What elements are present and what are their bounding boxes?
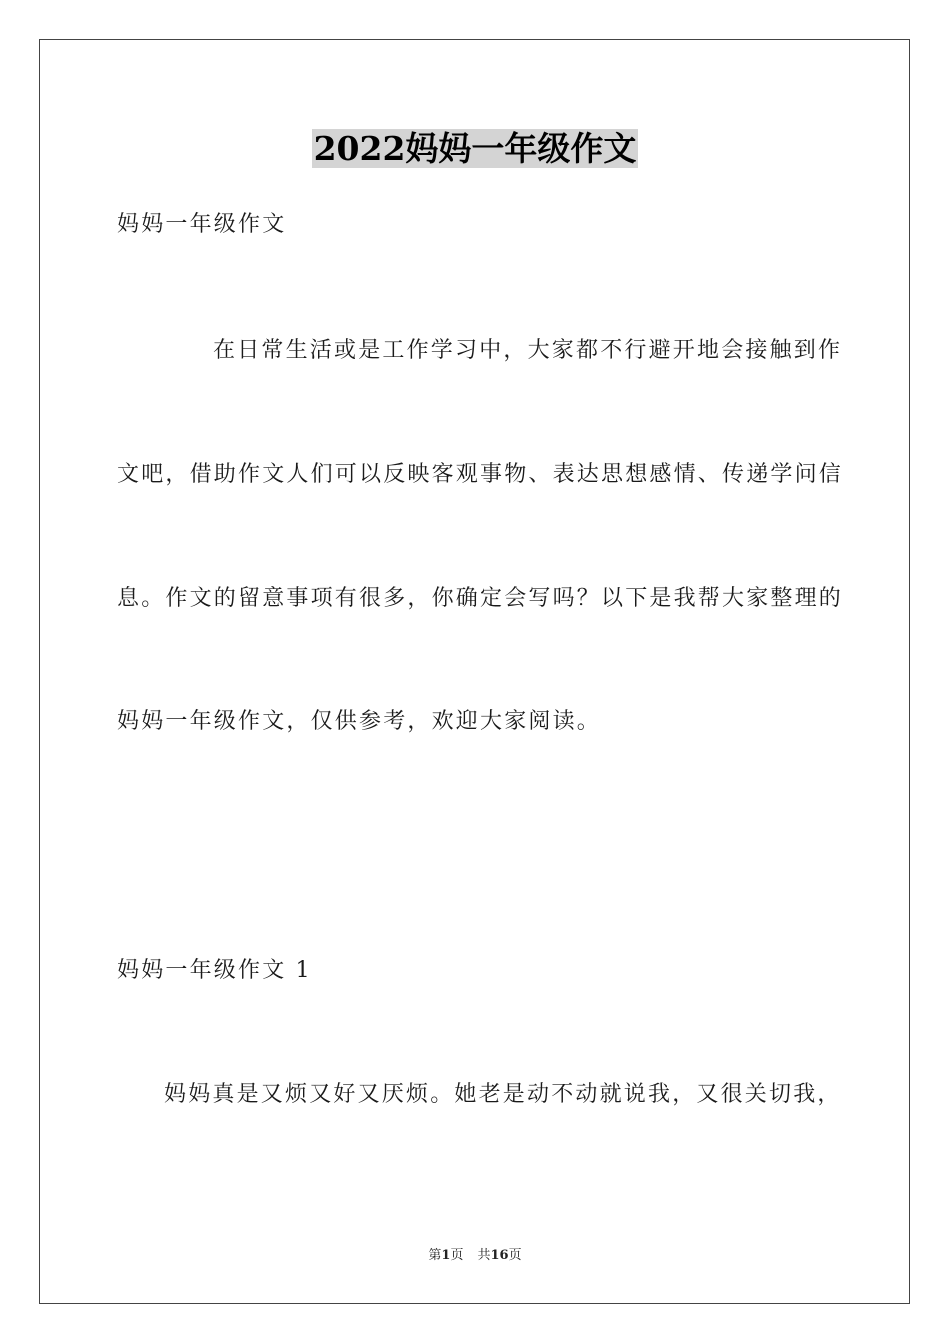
footer-total-prefix: 共 [477,1248,491,1263]
intro-paragraph-line-4: 妈妈一年级作文，仅供参考，欢迎大家阅读。 [117,709,602,734]
intro-paragraph-line-3: 息。作文的留意事项有很多，你确定会写吗？以下是我帮大家整理的 [117,586,844,611]
document-subtitle: 妈妈一年级作文 [117,212,287,237]
document-title-text: 2022妈妈一年级作文 [313,129,637,168]
intro-paragraph-line-1: 在日常生活或是工作学习中，大家都不行避开地会接触到作 [213,338,843,363]
page-footer [0,1247,950,1265]
footer-total-pages: 16 [490,1248,509,1263]
document-title [0,128,950,170]
footer-page-suffix: 页 [450,1248,464,1263]
section-1-paragraph-line-1: 妈妈真是又烦又好又厌烦。她老是动不动就说我，又很关切我， [164,1082,842,1107]
intro-paragraph-line-2: 文吧，借助作文人们可以反映客观事物、表达思想感情、传递学问信 [117,462,844,487]
footer-page-prefix: 第 [428,1248,442,1263]
section-1-heading: 妈妈一年级作文 1 [117,958,312,983]
footer-total-suffix: 页 [508,1248,522,1263]
footer-page-number: 1 [441,1248,451,1263]
